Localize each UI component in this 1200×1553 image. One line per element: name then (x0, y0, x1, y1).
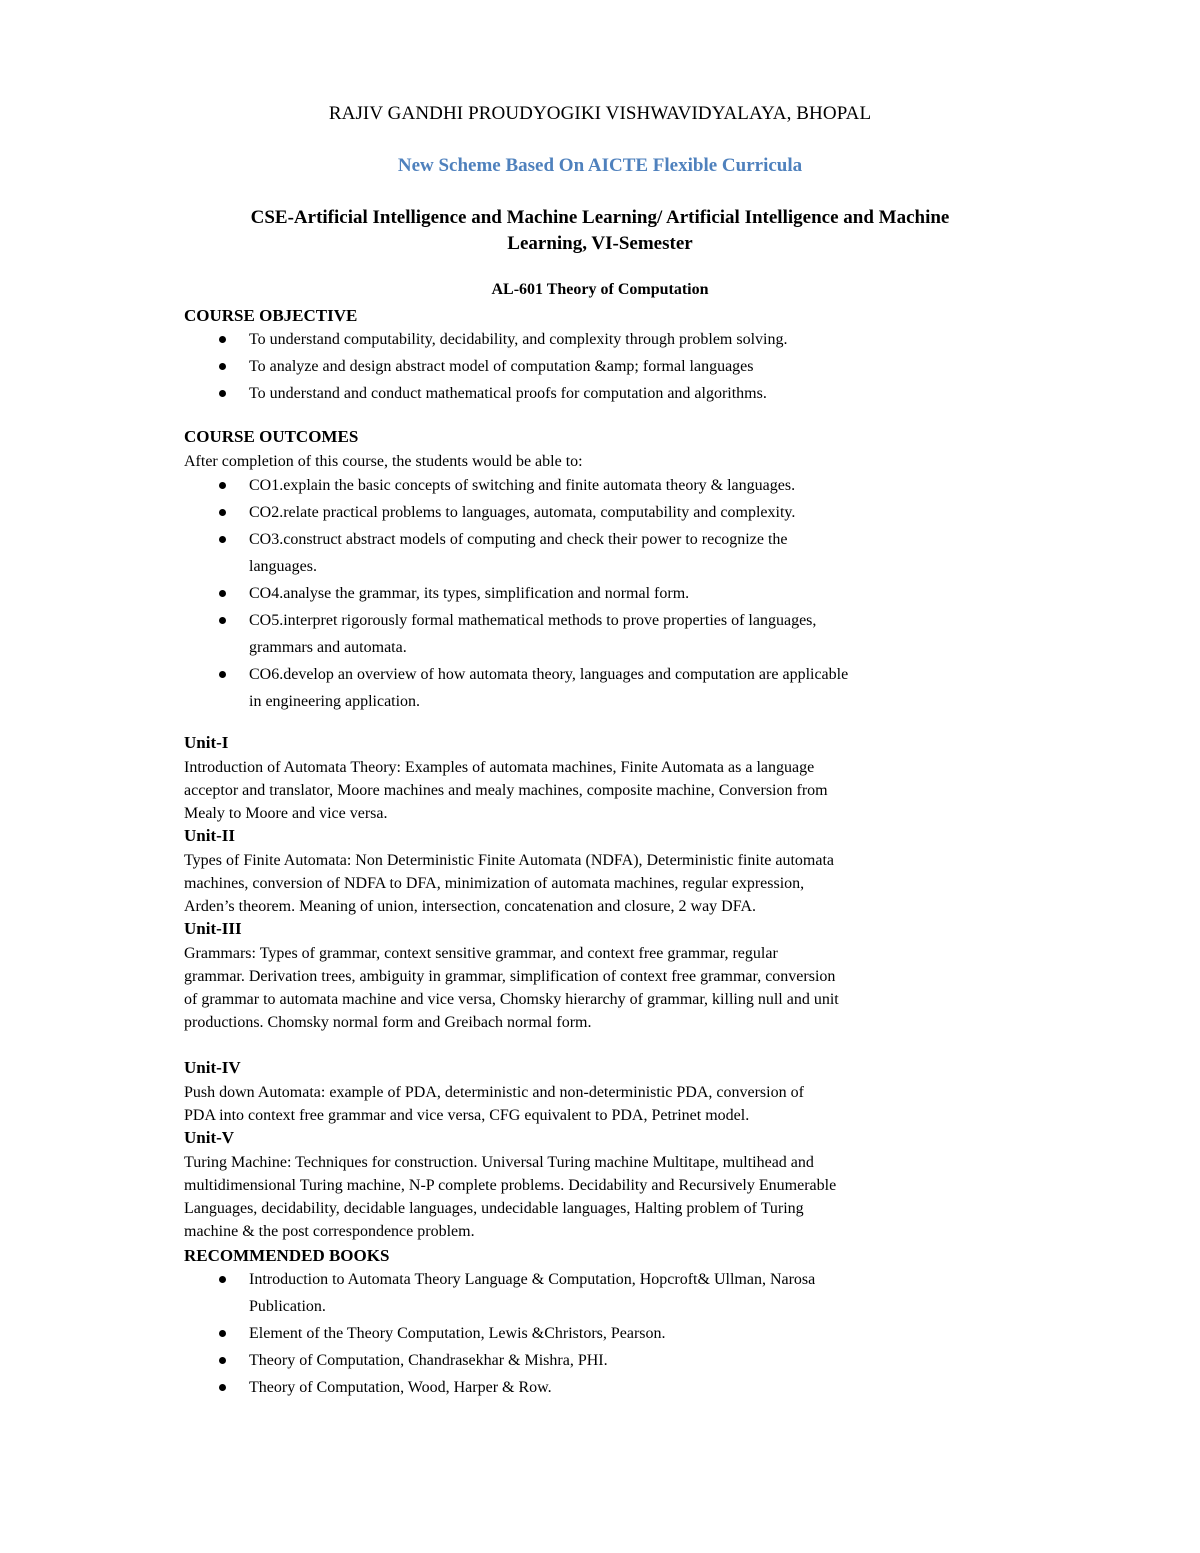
program-title (0, 205, 1200, 257)
unit-5-heading: Unit-V (184, 1128, 235, 1147)
list-item: To understand computability, decidability, and complexity through problem solving. (0, 326, 1100, 353)
unit-2-heading: Unit-II (184, 826, 236, 845)
unit-2-text: Types of Finite Automata: Non Deterministic Finite Automata (NDFA), Deterministic finite automata machines, conversion of NDFA to DFA, minimization of automata machines, regular expression, Arden’s theorem. Meaning of union, intersection, concatenation and closure, 2 way DFA. (184, 852, 835, 915)
list-item: CO3.construct abstract models of computing and check their power to recognize the languages. (0, 526, 1100, 580)
course-objective-heading: COURSE OBJECTIVE (184, 306, 358, 325)
university-title: RAJIV GANDHI PROUDYOGIKI VISHWAVIDYALAYA, BHOPAL (328, 103, 872, 124)
list-item: Theory of Computation, Wood, Harper & Row. (0, 1374, 1100, 1401)
list-item: CO4.analyse the grammar, its types, simplification and normal form. (0, 580, 1100, 607)
unit-3-text: Grammars: Types of grammar, context sensitive grammar, and context free grammar, regular grammar. Derivation trees, ambiguity in grammar, simplification of context free grammar, conversion of grammar to automata machine and vice versa, Chomsky hierarchy of grammar, killing null and unit productions. Chomsky normal form and Greibach normal form. (184, 945, 839, 1031)
list-item: Introduction to Automata Theory Language & Computation, Hopcroft& Ullman, Narosa Publication. (0, 1266, 1100, 1320)
recommended-books-list (0, 1266, 1100, 1401)
list-item: CO2.relate practical problems to languages, automata, computability and complexity. (0, 499, 1100, 526)
program-title-line: Learning, VI-Semester (507, 233, 693, 254)
course-objective-list (0, 326, 1100, 407)
program-title-line: CSE-Artificial Intelligence and Machine Learning/ Artificial Intelligence and Machine (250, 207, 950, 228)
unit-4-heading: Unit-IV (184, 1058, 241, 1077)
recommended-books-heading: RECOMMENDED BOOKS (184, 1246, 390, 1265)
course-code-title: AL-601 Theory of Computation (491, 281, 709, 298)
list-item: Element of the Theory Computation, Lewis &Christors, Pearson. (0, 1320, 1100, 1347)
course-outcomes-heading: COURSE OUTCOMES (184, 427, 359, 446)
list-item: CO6.develop an overview of how automata theory, languages and computation are applicable in engineering application. (0, 661, 1100, 715)
course-outcomes-intro: After completion of this course, the students would be able to: (184, 453, 583, 470)
unit-1-heading: Unit-I (184, 733, 229, 752)
list-item: To understand and conduct mathematical proofs for computation and algorithms. (0, 380, 1100, 407)
list-item: To analyze and design abstract model of computation &amp; formal languages (0, 353, 1100, 380)
list-item: CO1.explain the basic concepts of switching and finite automata theory & languages. (0, 472, 1100, 499)
scheme-title: New Scheme Based On AICTE Flexible Curricula (397, 155, 803, 176)
course-outcomes-list (0, 472, 1100, 715)
unit-4-text: Push down Automata: example of PDA, deterministic and non-deterministic PDA, conversion of PDA into context free grammar and vice versa, CFG equivalent to PDA, Petrinet model. (184, 1084, 804, 1124)
list-item: CO5.interpret rigorously formal mathematical methods to prove properties of languages, grammars and automata. (0, 607, 1100, 661)
unit-5-text: Turing Machine: Techniques for construction. Universal Turing machine Multitape, multihead and multidimensional Turing machine, N-P complete problems. Decidability and Recursively Enumerable Languages, decidability, decidable languages, undecidable languages, Halting problem of Turing machine & the post correspondence problem. (184, 1154, 837, 1240)
unit-1-text: Introduction of Automata Theory: Examples of automata machines, Finite Automata as a language acceptor and translator, Moore machines and mealy machines, composite machine, Conversion from Mealy to Moore and vice versa. (184, 759, 828, 822)
list-item: Theory of Computation, Chandrasekhar & Mishra, PHI. (0, 1347, 1100, 1374)
unit-3-heading: Unit-III (184, 919, 242, 938)
